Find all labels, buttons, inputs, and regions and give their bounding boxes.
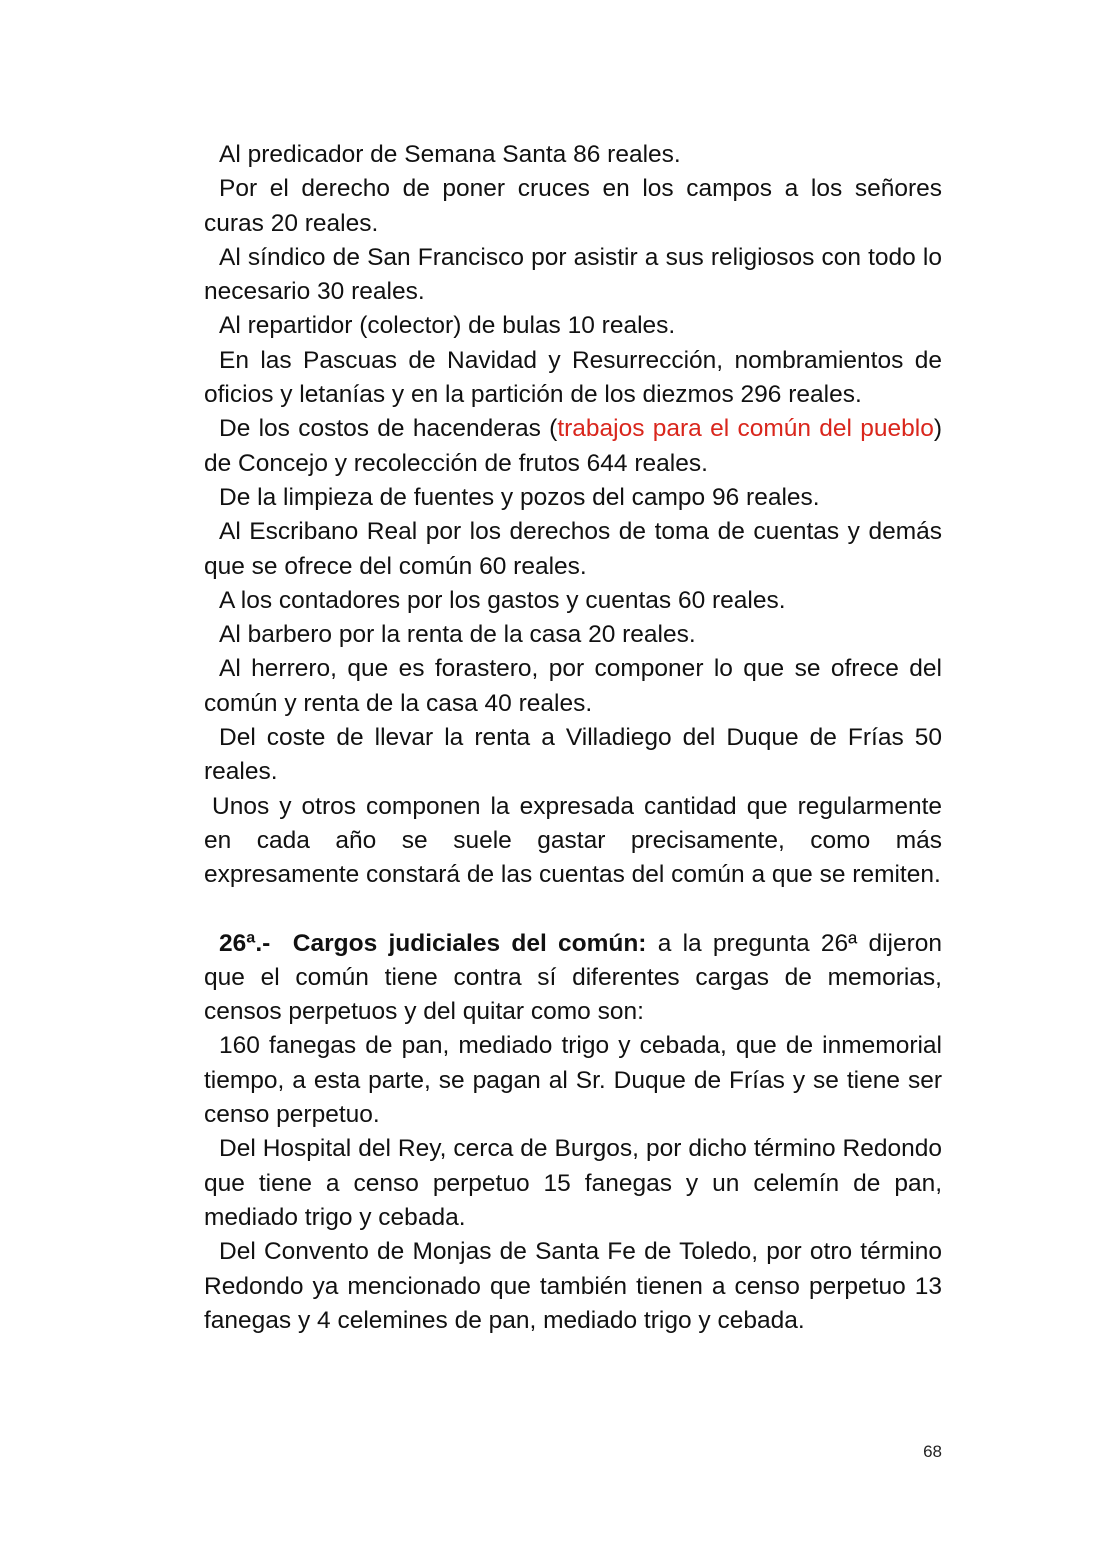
hacenderas-text-after: ) de Concejo y recolección de frutos 644 reales.: [204, 415, 942, 477]
section-26-paragraph: [204, 927, 942, 1030]
section-text: a la pregunta 26ª dijeron que el común tiene contra sí diferentes cargas de memorias, censos perpetuos y del quitar como son:: [204, 929, 942, 1026]
summary-paragraph: Unos y otros componen la expresada cantidad que regularmente en cada año se suele gastar precisamente, como más expresamente constará de las cuentas del común a que se remiten.: [204, 792, 942, 889]
paragraph: Al Escribano Real por los derechos de toma de cuentas y demás que se ofrece del común 60 reales.: [204, 518, 942, 580]
hacenderas-text-before: De los costos de hacenderas (: [219, 415, 558, 443]
paragraph: 160 fanegas de pan, mediado trigo y cebada, que de inmemorial tiempo, a esta parte, se pagan al Sr. Duque de Frías y se tiene ser censo perpetuo.: [204, 1032, 942, 1129]
paragraph-hacenderas: [204, 412, 942, 481]
section-gap: [204, 893, 942, 927]
document-body: [204, 138, 942, 1338]
page-number: 68: [923, 1442, 942, 1461]
paragraph: Por el derecho de poner cruces en los campos a los señores curas 20 reales.: [204, 175, 942, 237]
paragraph: Al barbero por la renta de la casa 20 reales.: [219, 621, 696, 649]
section-heading: Cargos judiciales del común:: [292, 929, 647, 957]
highlighted-note: trabajos para el común del pueblo: [557, 415, 934, 443]
section-number: 26ª.-: [219, 929, 271, 957]
paragraph: En las Pascuas de Navidad y Resurrección, nombramientos de oficios y letanías y en la partición de los diezmos 296 reales.: [204, 346, 942, 409]
paragraph: Del Hospital del Rey, cerca de Burgos, por dicho término Redondo que tiene a censo perpetuo 15 fanegas y un celemín de pan, mediado trigo y cebada.: [204, 1135, 942, 1231]
paragraph: Del Convento de Monjas de Santa Fe de Toledo, por otro término Redondo ya mencionado que también tienen a censo perpetuo 13 fanegas y 4 celemines de pan, mediado trigo y cebada.: [204, 1238, 942, 1334]
paragraph: De la limpieza de fuentes y pozos del campo 96 reales.: [219, 483, 820, 511]
paragraph: Al herrero, que es forastero, por componer lo que se ofrece del común y renta de la casa 40 reales.: [204, 655, 942, 717]
paragraph: A los contadores por los gastos y cuentas 60 reales.: [219, 586, 786, 614]
paragraph: Del coste de llevar la renta a Villadiego del Duque de Frías 50 reales.: [204, 724, 942, 786]
paragraph: Al predicador de Semana Santa 86 reales.: [219, 141, 681, 168]
paragraph: Al repartidor (colector) de bulas 10 reales.: [219, 312, 676, 340]
paragraph: Al síndico de San Francisco por asistir a sus religiosos con todo lo necesario 30 reales.: [204, 243, 942, 306]
